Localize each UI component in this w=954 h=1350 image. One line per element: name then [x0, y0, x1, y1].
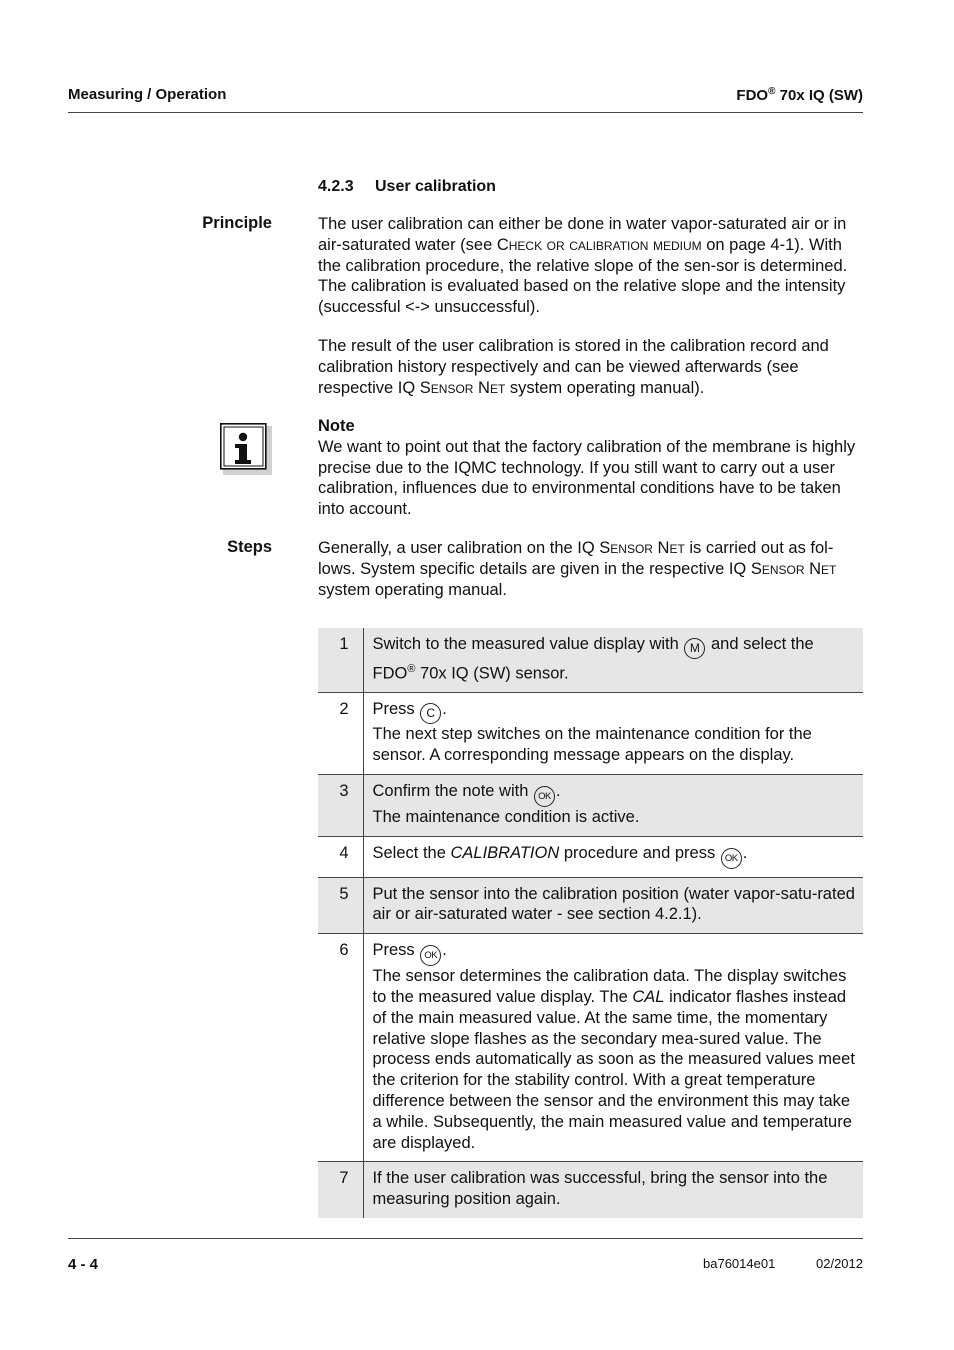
ok-key-icon: OK: [534, 786, 555, 807]
step-number: 7: [318, 1162, 363, 1218]
info-icon: [220, 423, 272, 475]
section-heading: User calibration: [375, 178, 496, 195]
table-row: [318, 693, 863, 775]
ok-key-icon: OK: [420, 945, 441, 966]
header-rule: [68, 112, 863, 113]
note-block: [318, 416, 868, 520]
table-row: [318, 877, 863, 934]
footer-rule: [68, 1238, 863, 1239]
section-number: 4.2.3: [318, 178, 354, 195]
cross-reference: Check or calibration medium: [496, 235, 702, 254]
steps-intro-paragraph: Generally, a user calibration on the IQ Sensor Net is carried out as fol-lows. System specific details are given in the respective IQ Sensor Net system operating manual.: [318, 539, 837, 599]
steps-table: [318, 628, 863, 1218]
note-title: Note: [318, 417, 355, 435]
step-text: Confirm the note with OK . The maintenance condition is active.: [363, 774, 863, 836]
section-title: [318, 178, 496, 196]
document-id: ba76014e01: [703, 1256, 776, 1271]
table-row: [318, 774, 863, 836]
table-row: [318, 836, 863, 877]
step-number: 2: [318, 693, 363, 775]
m-key-icon: M: [684, 638, 705, 659]
principle-paragraph-2: The result of the user calibration is stored in the calibration record and calibration history respectively and can be viewed afterwards (see respective IQ Sensor Net system operating manual).: [318, 337, 829, 397]
step-number: 4: [318, 836, 363, 877]
note-text: We want to point out that the factory calibration of the membrane is highly precise due to the IQMC technology. If you still want to carry out a user calibration, influences due to environmental conditions have to be taken into account.: [318, 437, 856, 519]
step-number: 1: [318, 628, 363, 693]
step-text: Press C . The next step switches on the maintenance condition for the sensor. A corresponding message appears on the display.: [363, 693, 863, 775]
step-text: Press OK . The sensor determines the calibration data. The display switches to the measured value display. The CAL indicator flashes instead of the main measured value. At the same time, the momentary relative slope flashes as the secondary mea-sured value. The process ends automatically as soon as the measured values meet the criterion for the stability control. With a great temperature difference between the sensor and the environment this may take a while. Subsequently, the main measured value and temperature are displayed.: [363, 934, 863, 1162]
step-text: Put the sensor into the calibration position (water vapor-satu-rated air or air-saturated water - see section 4.2.1).: [363, 877, 863, 934]
principle-paragraph-1: The user calibration can either be done in water vapor-saturated air or in air-saturated water (see Check or calibration medium on page 4-1). With the calibration procedure, the relative slope of the sen-sor is determined. The calibration is evaluated based on the relative slope and the intensity (successful <-> unsuccessful).: [318, 215, 848, 317]
ok-key-icon: OK: [721, 848, 742, 869]
principle-label: Principle: [202, 214, 272, 232]
step-number: 5: [318, 877, 363, 934]
step-number: 3: [318, 774, 363, 836]
step-text: If the user calibration was successful, bring the sensor into the measuring position again.: [363, 1162, 863, 1218]
table-row: [318, 934, 863, 1162]
step-number: 6: [318, 934, 363, 1162]
document-date: 02/2012: [816, 1256, 863, 1271]
c-key-icon: C: [420, 703, 441, 724]
table-row: [318, 628, 863, 693]
steps-label: Steps: [227, 538, 272, 556]
table-row: [318, 1162, 863, 1218]
step-text: Switch to the measured value display with M and select the FDO® 70x IQ (SW) sensor.: [363, 628, 863, 693]
running-header-right: FDO® 70x IQ (SW): [736, 86, 863, 104]
page-number: 4 - 4: [68, 1256, 99, 1273]
step-text: Select the CALIBRATION procedure and press OK .: [363, 836, 863, 877]
running-header-left: Measuring / Operation: [68, 86, 227, 103]
